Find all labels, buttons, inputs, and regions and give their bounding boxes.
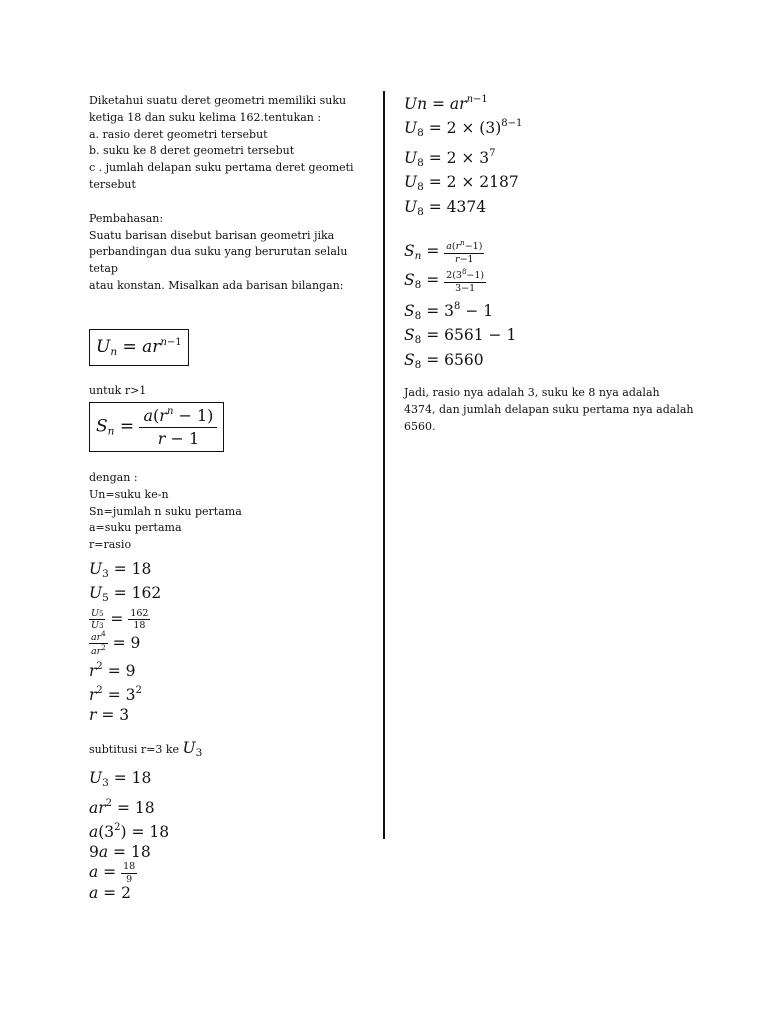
- step-sub: 8: [414, 358, 422, 371]
- intro-line: tersebut: [89, 177, 136, 191]
- step-sub: 3: [102, 567, 109, 580]
- step-close: ) = 18: [120, 823, 170, 842]
- step-rest: = 2 × 2187: [423, 173, 519, 192]
- step-exp2: 2: [135, 685, 142, 697]
- step-symbol: U: [404, 119, 418, 138]
- pembahasan-line: atau konstan. Misalkan ada barisan bilangan:: [89, 278, 344, 292]
- frac-den-sub: 3: [99, 622, 104, 631]
- frac-num-rest: −1): [466, 270, 485, 282]
- pembahasan-line: perbandingan dua suku yang berurutan selalu tetap: [89, 245, 348, 276]
- step-rest: = 18: [108, 842, 151, 861]
- step-symbol: U: [89, 559, 103, 578]
- step-exp: 2: [96, 660, 103, 672]
- intro-line: ketiga 18 dan suku kelima 162.tentukan :: [89, 110, 322, 124]
- step-frac-ar: [89, 631, 374, 657]
- left-column: [89, 93, 374, 903]
- step-exp: 8−1: [501, 118, 523, 130]
- frac-den-rest: −1: [459, 253, 474, 265]
- step-sub: 8: [414, 279, 422, 292]
- formula-sn-num-open: (: [153, 405, 160, 425]
- frac-num-rest: −1): [464, 241, 483, 253]
- frac-num-a: ar: [91, 631, 102, 643]
- formula-un-exp-n: n: [160, 336, 167, 348]
- step-u8-3: [404, 173, 704, 197]
- step-rest: = 18: [108, 769, 152, 788]
- step-eq: =: [421, 271, 445, 290]
- formula-sn-fraction: [139, 407, 217, 447]
- step-symbol: a: [89, 823, 99, 842]
- formula-un-box: [89, 329, 189, 366]
- fraction-18-9: [121, 862, 137, 884]
- frac-den-sym: U: [91, 620, 100, 632]
- condition-text: untuk r>1: [89, 384, 147, 398]
- step-u8-4: [404, 198, 704, 222]
- step-sub: 8: [417, 156, 424, 169]
- step-sn: [404, 239, 704, 268]
- step-symbol: r: [89, 661, 97, 680]
- step-symbol: S: [404, 302, 415, 321]
- frac-num-r: r: [455, 241, 461, 253]
- frac-den: 3−1: [455, 282, 476, 294]
- step-rest: = 2 × (3): [423, 119, 502, 138]
- step-u8-2: [404, 144, 704, 173]
- frac-den-a: ar: [91, 646, 102, 658]
- fraction-s8: [444, 269, 486, 293]
- fraction-162-18: [128, 609, 150, 631]
- column-divider: [383, 91, 385, 839]
- step-rest: = 2 × 3: [423, 148, 490, 167]
- definition-item: Un=suku ke-n: [89, 487, 169, 501]
- definitions: [89, 470, 374, 554]
- pembahasan-heading: Pembahasan:: [89, 211, 164, 225]
- formula-sn-box: [89, 402, 224, 452]
- step-eq: =: [98, 863, 122, 882]
- step-symbol: a: [89, 863, 99, 882]
- step-symbol: r: [89, 705, 97, 724]
- frac-den-exp: 2: [101, 644, 106, 653]
- conclusion-line: 4374, dan jumlah delapan suku pertama nya adalah: [404, 403, 694, 417]
- definitions-heading: dengan :: [89, 470, 138, 484]
- formula-un-a: a: [142, 336, 153, 357]
- step-a: a: [449, 95, 460, 113]
- conclusion-line: 6560.: [404, 419, 436, 433]
- step-symbol: U: [404, 148, 418, 167]
- step-symbol: U: [404, 173, 418, 192]
- formula-sn-num-r: r: [159, 405, 167, 425]
- step-s8-frac: [404, 268, 704, 297]
- step-r3: [89, 706, 374, 725]
- step-rest: = 6561 − 1: [421, 326, 517, 345]
- step-rest: = 3: [96, 705, 130, 724]
- step-rest: = 18: [108, 559, 152, 578]
- step-rest: − 1: [460, 302, 494, 321]
- step-rest: = 6560: [421, 350, 484, 369]
- substitution-text: subtitusi r=3 ke: [89, 742, 183, 756]
- intro-line: b. suku ke 8 deret geometri tersebut: [89, 144, 295, 158]
- intro-line: c . jumlah delapan suku pertama deret geometi: [89, 161, 354, 175]
- frac-num-open: (: [451, 241, 456, 253]
- step-a-frac: [89, 862, 374, 884]
- step-sub: 5: [102, 592, 109, 605]
- step-symbol: a: [98, 842, 109, 861]
- step-sub: 8: [414, 334, 422, 347]
- step-sub: 3: [102, 777, 109, 790]
- step-9a: [89, 843, 374, 862]
- fraction-u5-u3: [89, 609, 105, 631]
- step-exp: 2: [96, 685, 103, 697]
- step-u3: [89, 560, 374, 584]
- step-eq: =: [421, 242, 445, 261]
- step-s8-2: [404, 326, 704, 350]
- frac-num: 18: [123, 861, 136, 873]
- formula-un-exp-rest: −1: [166, 336, 182, 348]
- step-rest: = 2: [98, 884, 131, 903]
- pembahasan-line: Suatu barisan disebut barisan geometri jika: [89, 228, 335, 242]
- step-a2: [89, 884, 374, 903]
- step-symbol: Un: [404, 95, 428, 113]
- step-sub: 8: [414, 310, 422, 323]
- a-steps: [89, 769, 374, 903]
- frac-num-sym: U: [91, 607, 100, 619]
- step-symbol: U: [89, 584, 103, 603]
- step-frac-u: [89, 609, 374, 631]
- formula-sn-den-r: r: [157, 428, 166, 448]
- step-exp-rest: −1: [473, 94, 488, 105]
- ratio-steps: [89, 560, 374, 725]
- step-mid: = 3: [102, 686, 136, 705]
- frac-num-sub: 5: [99, 609, 104, 618]
- step-exp: 2: [114, 822, 121, 834]
- step-s8-3: [404, 351, 704, 375]
- step-sub: n: [414, 250, 422, 263]
- step-rest: = 4374: [423, 197, 487, 216]
- step-symbol: U: [404, 197, 418, 216]
- frac-num-pre: 2(3: [446, 270, 462, 282]
- s8-steps: [404, 239, 704, 375]
- step-sub: 8: [417, 181, 424, 194]
- step-pre: 9: [89, 842, 99, 861]
- step-open: (3: [98, 823, 115, 842]
- step-sub: 8: [417, 205, 424, 218]
- step-exp: 8: [454, 301, 461, 313]
- step-rest: = 9: [102, 661, 136, 680]
- definition-item: r=rasio: [89, 538, 132, 552]
- u8-steps: [404, 90, 704, 222]
- step-symbol: S: [404, 271, 415, 290]
- step-eq: =: [105, 609, 129, 628]
- step-symbol: a: [89, 884, 99, 903]
- frac-den-r: r: [455, 253, 460, 265]
- frac-den: 9: [126, 873, 133, 885]
- frac-num-exp: 4: [101, 629, 106, 638]
- step-rest: = 162: [108, 584, 162, 603]
- frac-den-val: 18: [133, 620, 146, 632]
- step-mid: = 3: [421, 302, 455, 321]
- step-a32: [89, 818, 374, 842]
- step-r: r: [459, 95, 467, 113]
- formula-sn-den-rest: − 1: [165, 428, 200, 448]
- step-u3-again: [89, 769, 374, 793]
- definition-item: a=suku pertama: [89, 521, 182, 535]
- intro-line: Diketahui suatu deret geometri memiliki suku: [89, 94, 347, 107]
- formula-un-sub: n: [110, 345, 118, 358]
- step-u5: [89, 584, 374, 608]
- step-sub: 8: [417, 127, 424, 140]
- step-symbol: ar: [89, 798, 106, 817]
- intro-line: a. rasio deret geometri tersebut: [89, 127, 268, 141]
- step-rest: = 18: [112, 798, 155, 817]
- frac-num-exp: n: [460, 239, 465, 248]
- pembahasan-section: [89, 211, 374, 295]
- step-exp: 2: [105, 797, 113, 809]
- step-r2-32: [89, 681, 374, 705]
- substitution-symbol: U: [182, 738, 196, 757]
- step-symbol: U: [89, 769, 103, 788]
- step-symbol: r: [89, 686, 97, 705]
- definition-item: Sn=jumlah n suku pertama: [89, 504, 242, 518]
- formula-sn-sub: n: [107, 425, 115, 438]
- substitution-line: [89, 739, 374, 763]
- formula-sn-num-rest: − 1): [173, 405, 214, 425]
- fraction-ar4-ar2: [89, 631, 108, 657]
- frac-num-exp: 8: [461, 268, 467, 277]
- conclusion: [404, 385, 704, 435]
- formula-un-symbol: U: [96, 336, 111, 357]
- step-ar2: [89, 794, 374, 818]
- step-un: [404, 90, 704, 114]
- step-rest: = 9: [107, 633, 141, 652]
- step-r2: [89, 657, 374, 681]
- formula-sn-num-a: a: [143, 405, 154, 425]
- step-s8-1: [404, 297, 704, 326]
- formula-un-r: r: [152, 336, 161, 357]
- formula-sn-symbol: S: [96, 416, 108, 437]
- step-symbol: S: [404, 326, 415, 345]
- step-exp-n: n: [466, 94, 474, 105]
- frac-num-a: a: [446, 241, 452, 253]
- substitution-sub: 3: [195, 746, 203, 759]
- formula-un-eq: =: [117, 336, 143, 357]
- frac-num-val: 162: [130, 607, 149, 619]
- right-column: [404, 90, 704, 436]
- step-exp: 7: [489, 147, 496, 159]
- formula-sn-num-exp: n: [166, 405, 174, 417]
- step-symbol: S: [404, 242, 415, 261]
- step-u8-1: [404, 114, 704, 143]
- conclusion-line: Jadi, rasio nya adalah 3, suku ke 8 nya adalah: [404, 386, 660, 400]
- step-symbol: S: [404, 350, 415, 369]
- formula-sn-eq: =: [114, 416, 140, 437]
- fraction-sn: [444, 240, 484, 264]
- step-eq: =: [427, 95, 450, 113]
- problem-statement: [89, 93, 374, 194]
